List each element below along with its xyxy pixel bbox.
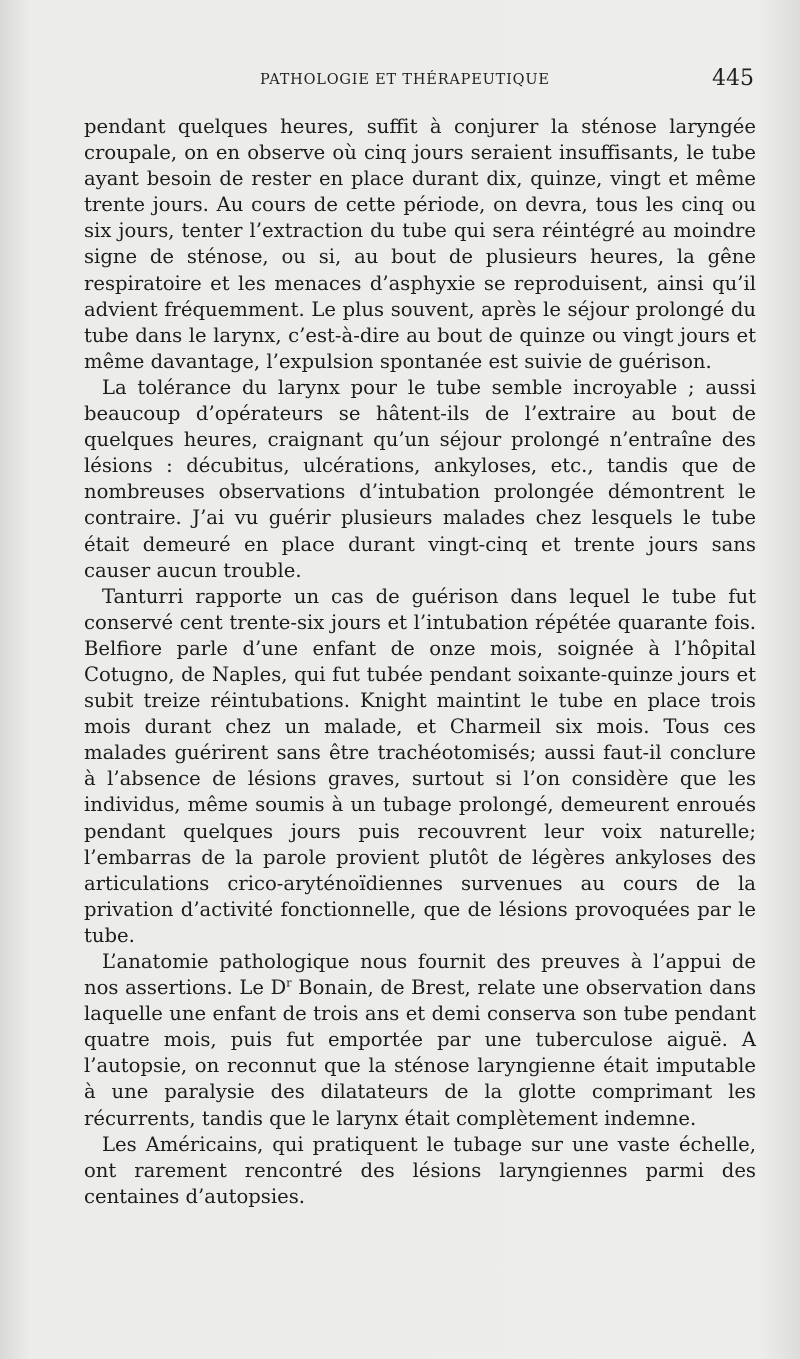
paragraph-4-end: Bonain, de Brest, relate une observation dans laquelle une enfant de trois ans et demi conserva son tube pendant quatre mois, puis fut emportée par une tuberculose aiguë. A l’autopsie, on reconnut que la sténose laryngienne était imputable à une paralysie des dilatateurs de la glotte comprimant les récurrents, tandis que le larynx était complètement indemne. bbox=[84, 976, 756, 1130]
paragraph-3: Tanturri rapporte un cas de guérison dans lequel le tube fut conservé cent trente-six jours et l’intubation répétée quarante fois. Belfiore parle d’une enfant de onze mois, soignée à l’hôpital Cotugno, de Naples, qui fut tubée pendant soixante-quinze jours et subit treize réintubations. Knight maintint le tube en place trois mois durant chez un malade, et Charmeil six mois. Tous ces malades guérirent sans être trachéotomisés; aussi faut-il conclure à l’absence de lésions graves, surtout si l’on considère que les individus, même soumis à un tubage prolongé, demeurent enroués pendant quelques jours puis recouvrent leur voix naturelle; l’embarras de la parole provient plutôt de légères ankyloses des articulations crico-aryténoïdiennes survenues au cours de la privation d’activité fonctionnelle, que de lésions provoquées par le tube. bbox=[84, 584, 756, 947]
paragraph-4-start: L’anatomie pathologique nous fournit des preuves à l’appui de nos assertions. Le D bbox=[84, 950, 756, 1000]
paragraph-4 bbox=[84, 949, 756, 1132]
paragraph-2: La tolérance du larynx pour le tube semble incroyable ; aussi beaucoup d’opérateurs se hâtent-ils de l’extraire au bout de quelques heures, craignant qu’un séjour prolongé n’entraîne des lésions : décubitus, ulcérations, ankyloses, etc., tandis que de nombreuses observations d’intubation prolongée démontrent le contraire. J’ai vu guérir plusieurs malades chez lesquels le tube était demeuré en place durant vingt-cinq et trente jours sans causer aucun trouble. bbox=[84, 375, 756, 582]
page-number: 445 bbox=[712, 66, 754, 91]
paragraph-1: pendant quelques heures, suffit à conjurer la sténose laryngée croupale, on en observe où cinq jours seraient insuffisants, le tube ayant besoin de rester en place durant dix, quinze, vingt et même trente jours. Au cours de cette période, on devra, tous les cinq ou six jours, tenter l’extraction du tube qui sera réintégré au moindre signe de sténose, ou si, au bout de plusieurs heures, la gêne respiratoire et les menaces d’asphyxie se reproduisent, ainsi qu’il advient fréquemment. Le plus souvent, après le séjour prolongé du tube dans le larynx, c’est-à-dire au bout de quinze ou vingt jours et même davantage, l’expulsion spontanée est suivie de guérison. bbox=[84, 115, 756, 373]
paragraph-5: Les Américains, qui pratiquent le tubage sur une vaste échelle, ont rarement rencontré des lésions laryngiennes parmi des centaines d’autopsies. bbox=[84, 1132, 756, 1208]
doctor-abbrev-superscript: r bbox=[286, 976, 292, 990]
body-text bbox=[84, 114, 756, 1210]
page-header bbox=[84, 68, 754, 96]
running-title: PATHOLOGIE ET THÉRAPEUTIQUE bbox=[260, 72, 550, 88]
